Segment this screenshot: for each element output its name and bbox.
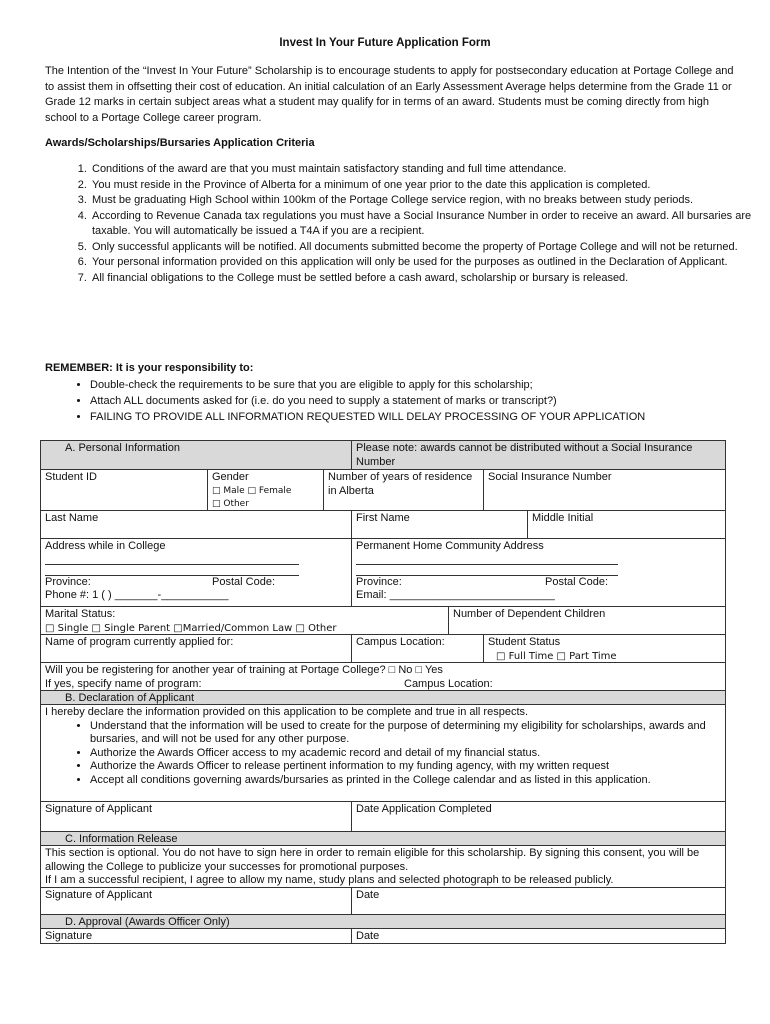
section-a-heading xyxy=(40,440,352,470)
remember-item: • FAILING TO PROVIDE ALL INFORMATION REQUESTED WILL DELAY PROCESSING OF YOUR APPLICATION xyxy=(90,409,770,425)
declaration-block xyxy=(40,704,726,802)
marital-status-label: Marital Status: xyxy=(45,608,116,620)
student-status-label: Student Status xyxy=(488,636,561,648)
date-completed-field[interactable]: Date Application Completed xyxy=(351,801,726,832)
student-id-field[interactable]: Student ID xyxy=(40,469,208,511)
criteria-item: 2. You must reside in the Province of Alberta for a minimum of one year prior to the date this application is completed. xyxy=(90,178,770,194)
postal-code-label: Postal Code: xyxy=(212,575,275,588)
section-b-heading xyxy=(40,690,726,705)
marital-status-field[interactable] xyxy=(40,606,449,635)
province-label: Province: xyxy=(356,575,402,588)
gender-other-option[interactable]: □ Other xyxy=(212,499,249,509)
sin-field[interactable]: Social Insurance Number xyxy=(483,469,726,511)
campus-location-label-2: Campus Location: xyxy=(404,677,493,690)
intro-paragraph: The Intention of the “Invest In Your Future” Scholarship is to encourage students to apply for postsecondary education at Portage College and to assist them in offsetting their cost of education. An initial calculation of an Early Assessment Average helps determine from the Grade 11 or Grade 12 marks in certain subject areas what a student may qualify for in terms of an award. Students must be coming directly from high school to a Portage College career program. xyxy=(45,65,734,124)
applicant-signature-field[interactable]: Signature of Applicant xyxy=(40,801,352,832)
approval-date-field[interactable]: Date xyxy=(351,928,726,944)
email-field[interactable]: Email: ___________________________ xyxy=(356,589,555,601)
criteria-list xyxy=(45,162,770,286)
release-text: This section is optional. You do not have to sign here in order to remain eligible for this scholarship. By signing this consent, you will be allowing the College to publicize your successes for promotional purposes. xyxy=(45,847,700,873)
student-status-options[interactable]: □ Full Time □ Part Time xyxy=(496,650,617,662)
declaration-list xyxy=(45,720,721,788)
declaration-text: I hereby declare the information provided on this application to be complete and true in all respects. xyxy=(45,706,529,718)
if-yes-program-label: If yes, specify name of program: xyxy=(45,677,202,690)
dependent-children-field[interactable]: Number of Dependent Children xyxy=(448,606,726,635)
criteria-item: 3. Must be graduating High School within 100km of the Portage College service region, with no breaks between study periods. xyxy=(90,193,770,209)
campus-location-field[interactable]: Campus Location: xyxy=(351,634,484,663)
gender-options[interactable]: □ Male □ Female xyxy=(212,485,292,496)
section-b-title: B. Declaration of Applicant xyxy=(65,692,195,704)
criteria-item: 4. According to Revenue Canada tax regulations you must have a Social Insurance Number in order to receive an award. All bursaries are taxable. You will automatically be issued a T4A if you are a recipient. xyxy=(90,209,770,240)
section-a-title: A. Personal Information xyxy=(65,442,180,454)
criteria-item: 1. Conditions of the award are that you must maintain satisfactory standing and full time attendance. xyxy=(90,162,770,178)
gender-field[interactable] xyxy=(207,469,324,511)
address-line xyxy=(45,554,299,565)
home-address-field[interactable] xyxy=(351,538,726,607)
declaration-item: • Accept all conditions governing awards/bursaries as printed in the College calendar and as listed in this application. xyxy=(90,774,721,788)
middle-initial-field[interactable]: Middle Initial xyxy=(527,510,726,539)
criteria-item: 5. Only successful applicants will be notified. All documents submitted become the property of Portage College and will not be returned. xyxy=(90,240,770,256)
marital-options[interactable]: □ Single □ Single Parent □Married/Common Law □ Other xyxy=(45,622,337,634)
declaration-item: • Understand that the information will be used to create for the purpose of determining my eligibility for scholarships, awards and bursaries, and will not be used for any other purpose. xyxy=(90,720,721,747)
release-block xyxy=(40,845,726,888)
application-table xyxy=(40,440,726,944)
criteria-item: 7. All financial obligations to the College must be settled before a cash award, scholarship or bursary is released. xyxy=(90,271,770,287)
postal-code-label: Postal Code: xyxy=(545,575,608,588)
criteria-heading: Awards/Scholarships/Bursaries Application Criteria xyxy=(45,137,315,149)
first-name-field[interactable]: First Name xyxy=(351,510,528,539)
section-d-title: D. Approval (Awards Officer Only) xyxy=(65,916,230,928)
gender-label: Gender xyxy=(212,471,249,483)
college-address-label: Address while in College xyxy=(45,540,166,552)
address-line xyxy=(45,565,299,576)
section-c-title: C. Information Release xyxy=(65,833,178,845)
residence-years-field[interactable]: Number of years of residence in Alberta xyxy=(323,469,484,511)
section-c-heading xyxy=(40,831,726,846)
remember-list xyxy=(45,377,770,425)
release-consent-text: If I am a successful recipient, I agree to allow my name, study plans and selected photograph to be released publicly. xyxy=(45,874,614,886)
address-line xyxy=(356,554,618,565)
section-d-heading xyxy=(40,914,726,929)
remember-heading: REMEMBER: It is your responsibility to: xyxy=(45,362,254,374)
another-year-field[interactable] xyxy=(40,662,726,691)
criteria-item: 6. Your personal information provided on this application will only be used for the purposes as outlined in the Declaration of Applicant. xyxy=(90,255,770,271)
release-signature-field[interactable]: Signature of Applicant xyxy=(40,887,352,915)
last-name-field[interactable]: Last Name xyxy=(40,510,352,539)
another-year-question[interactable]: Will you be registering for another year of training at Portage College? □ No □ Yes xyxy=(45,664,443,676)
form-title: Invest In Your Future Application Form xyxy=(279,37,491,49)
province-label: Province: xyxy=(45,575,91,588)
release-date-field[interactable]: Date xyxy=(351,887,726,915)
program-field[interactable]: Name of program currently applied for: xyxy=(40,634,352,663)
sin-note: Please note: awards cannot be distributed without a Social Insurance Number xyxy=(351,440,726,470)
student-status-field[interactable] xyxy=(483,634,726,663)
remember-item: • Double-check the requirements to be sure that you are eligible to apply for this scholarship; xyxy=(90,377,770,393)
college-address-field[interactable] xyxy=(40,538,352,607)
home-address-label: Permanent Home Community Address xyxy=(356,540,544,552)
remember-item: • Attach ALL documents asked for (i.e. do you need to supply a statement of marks or transcript?) xyxy=(90,393,770,409)
declaration-item: • Authorize the Awards Officer to release pertinent information to my funding agency, with my written request xyxy=(90,760,721,774)
approval-signature-field[interactable]: Signature xyxy=(40,928,352,944)
declaration-item: • Authorize the Awards Officer access to my academic record and detail of my financial status. xyxy=(90,747,721,761)
phone-field[interactable]: Phone #: 1 ( ) _______-___________ xyxy=(45,589,229,601)
address-line xyxy=(356,565,618,576)
